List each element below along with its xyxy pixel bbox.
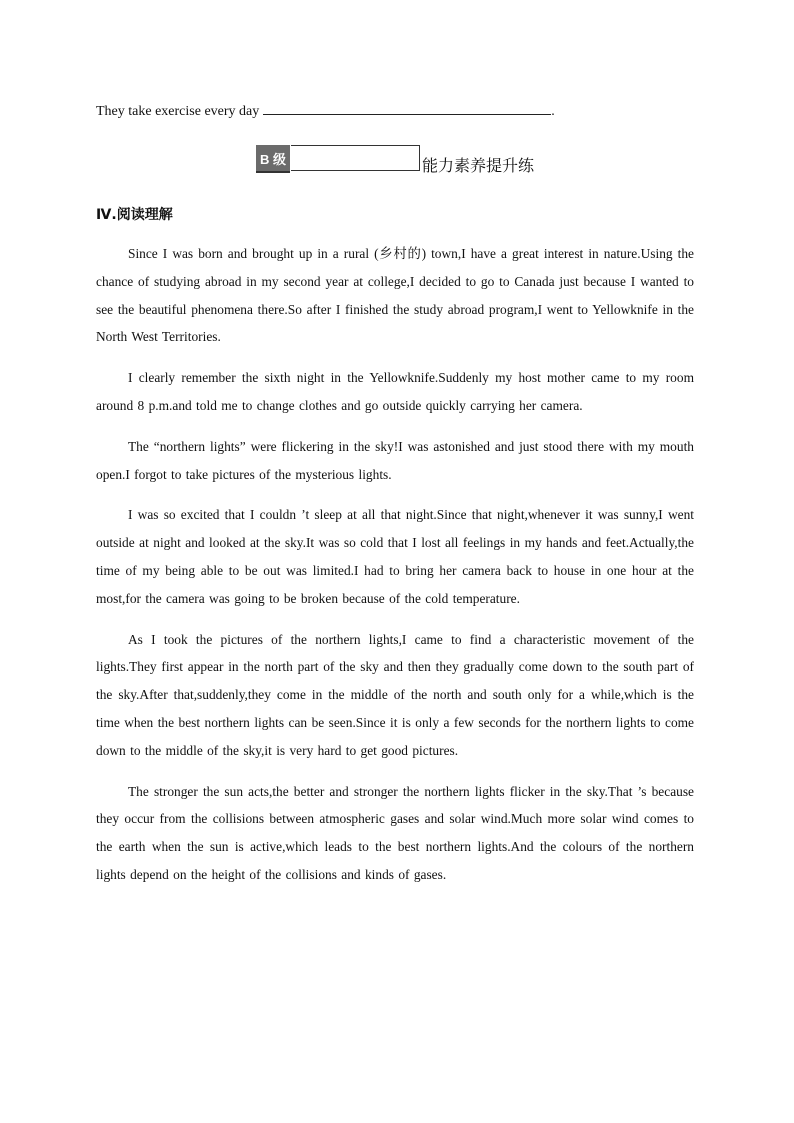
paragraph: As I took the pictures of the northern lights,I came to find a characteristic movement of the lights.They first appear in the north part of the sky and then they gradually come down to the south part of the sky.After that,suddenly,they come in the middle of the north and south only for a while,which is the time when the best northern lights can be seen.Since it is only a few seconds for the northern lights to come down to the middle of the sky,it is very hard to get good pictures. [96,631,694,758]
paragraph: The “northern lights” were flickering in the sky!I was astonished and just stood there with my mouth open.I forgot to take pictures of the mysterious lights. [96,438,694,482]
answer-blank[interactable] [263,102,551,115]
fill-in-question [96,102,555,120]
level-box [291,145,420,171]
question-text: They take exercise every day [96,104,260,119]
level-title: 能力素养提升练 [422,156,535,175]
level-header [256,145,534,173]
section-title: Ⅳ.阅读理解 [96,207,173,223]
paragraph: I clearly remember the sixth night in the Yellowknife.Suddenly my host mother came to my room around 8 p.m.and told me to change clothes and go outside quickly carrying her camera. [96,370,694,413]
paragraph: Since I was born and brought up in a rural (乡村的) town,I have a great interest in nature.Using the chance of studying abroad in my second year at college,I decided to go to Canada just because I wanted to see the beautiful phenomena there.So after I finished the study abroad program,I went to Yellowknife in the North West Territories. [96,246,694,345]
paragraph: The stronger the sun acts,the better and stronger the northern lights flicker in the sky.That ’s because they occur from the collisions between atmospheric gases and solar wind.Much more solar wind comes to the earth when the sun is active,which leads to the best northern lights.And the colours of the northern lights depend on the height of the collisions and kinds of gases. [96,783,694,882]
paragraph: I was so excited that I couldn ’t sleep at all that night.Since that night,whenever it was sunny,I went outside at night and looked at the sky.It was so cold that I lost all feelings in my hands and feet.Actually,the time of my being able to be out was limited.I had to bring her camera back to house in one hour at the most,for the camera was going to be broken because of the cold temperature. [96,507,694,606]
level-badge: B 级 [256,145,290,173]
reading-passage [96,240,694,902]
question-period: . [551,104,555,119]
